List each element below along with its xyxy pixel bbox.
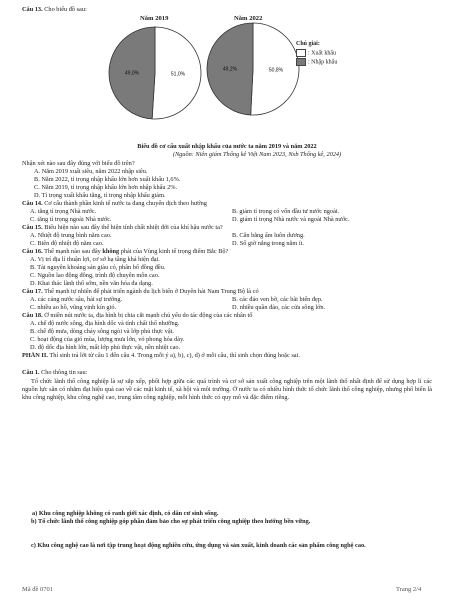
p2-question-1-prompt: Cho thông tin sau: (41, 369, 88, 376)
q16-option-d: D. Khai thác lãnh thổ sớm, nền văn hóa đa dạng. (30, 280, 153, 287)
question-14-label: Câu 14. (22, 200, 43, 207)
q18-option-d: D. độ dốc địa hình lớn, mất lớp phủ thực vật, nền nhiệt cao. (30, 344, 181, 351)
question-18-text: Ở miền núi nước ta, địa hình bị chia cắt mạnh chủ yếu do tác động của các nhân tố (44, 312, 253, 319)
question-16-text-pre: Thế mạnh nào sau đây (44, 248, 103, 255)
footer-exam-code: Mã đề 0701 (22, 586, 54, 593)
part-2-label: PHẦN II. (22, 352, 48, 359)
chart-legend (296, 40, 337, 68)
legend-import-swatch (296, 58, 306, 66)
question-18-label: Câu 18. (22, 312, 43, 319)
question-17-label: Câu 17. (22, 288, 43, 295)
question-15-text: Biểu hiện nào sau đây thể hiện tính chất nhiệt đới của khí hậu nước ta? (44, 224, 223, 231)
pie-chart-2019 (109, 27, 201, 119)
q13-option-b: B. Năm 2022, tỉ trọng nhập khẩu lớn hơn xuất khẩu 1,6%. (34, 176, 181, 183)
question-15-label: Câu 15. (22, 224, 43, 231)
q16-option-a: A. Vị trí địa lí thuận lợi, cơ sở hạ tầng khá hiện đại. (30, 256, 160, 263)
question-13-prompt: Cho biểu đồ sau: (44, 6, 87, 13)
question-16-label: Câu 16. (22, 248, 43, 255)
p2-question-1-passage: Tổ chức lãnh thổ công nghiệp là sự sắp xếp, phối hợp giữa các quá trình và cơ sở sản xuất công nghiệp trên một lãnh thổ nhất định để sử dụng hợp lí các nguồn lực sẵn có nhằm đạt hiệu quả cao về các mặt kinh tế, xã hội và môi trường. Ở nước ta có nhiều hình thức tổ chức lãnh thổ công nghiệp, nhưng phổ biến là khu công nghiệp, khu công nghệ cao, trung tâm công nghiệp, mỗi hình thức có quy mô và đặc điểm riêng. (22, 378, 432, 401)
p2q1-statement-b: b) Tổ chức lãnh thổ công nghiệp góp phần đảm bảo cho sự phát triển công nghiệp theo hướng bền vững. (31, 518, 311, 525)
question-17-text: Thế mạnh tự nhiên để phát triển ngành du lịch biển ở Duyên hải Nam Trung Bộ là có (44, 288, 259, 295)
pie-2019-title: Năm 2019 (140, 15, 169, 22)
legend-export-swatch (296, 49, 306, 57)
question-16-text-post: phải của Vùng kinh tế trọng điểm Bắc Bộ? (119, 248, 229, 255)
q14-option-a: A. tăng tỉ trọng Nhà nước. (30, 208, 97, 215)
q18-option-b: B. chế độ mưa, dòng chảy sông ngòi và lớp phủ thực vật. (30, 328, 174, 335)
q14-option-c: C. tăng tỉ trọng ngoài Nhà nước. (30, 216, 112, 223)
q15-option-b: B. Cân bằng ẩm luôn dương. (232, 232, 305, 239)
legend-title: Chú giải: (296, 41, 320, 47)
footer-page-number: Trang 2/4 (396, 586, 422, 593)
q15-option-a: A. Nhiệt độ trung bình năm cao. (30, 232, 112, 239)
q15-option-d: D. Số giờ nắng trong năm ít. (232, 240, 304, 247)
part-2-text: Thí sinh trả lời từ câu 1 đến câu 4. Trong mỗi ý a), b), c), d) ở mỗi câu, thí sinh chọn đúng hoặc sai. (49, 352, 300, 359)
pie-charts (0, 18, 450, 138)
question-13-stem: Nhận xét nào sau đây đúng với biểu đồ trên? (22, 160, 135, 167)
p2q1-statement-a: a) Khu công nghiệp không có ranh giới xác định, có dân cư sinh sống. (32, 510, 219, 517)
legend-export-label: : Xuất khẩu (308, 50, 336, 57)
chart-source: (Nguồn: Niên giám Thống kê Việt Nam 2023, Nxb Thống kê, 2024) (172, 151, 342, 158)
question-14-text: Cơ cấu thành phần kinh tế nước ta đang chuyển dịch theo hướng (44, 200, 207, 207)
p2-question-1-label: Câu 1. (22, 369, 40, 376)
q18-option-c: C. hoạt động của gió mùa, lượng mưa lớn, vỏ phong hóa dày. (30, 336, 185, 343)
legend-import-label: : Nhập khẩu (308, 59, 338, 66)
legend-import-row (296, 58, 337, 67)
pie-chart-2022 (207, 23, 299, 115)
q16-option-b: B. Tài nguyên khoáng sản giàu có, phân bố đồng đều. (30, 264, 166, 271)
legend-export-row (296, 49, 337, 58)
p2q1-statement-c: c) Khu công nghệ cao là nơi tập trung hoạt động nghiên cứu, ứng dụng và sản xuất, kinh doanh các sản phẩm công nghệ cao. (31, 542, 366, 549)
q15-option-c: C. Biên độ nhiệt độ năm cao. (30, 240, 104, 247)
q13-option-a: A. Năm 2019 xuất siêu, năm 2022 nhập siêu. (34, 168, 148, 175)
q14-option-b: B. giảm tỉ trọng có vốn đầu tư nước ngoài. (232, 208, 340, 215)
q14-option-d: D. giảm tỉ trọng Nhà nước và ngoài Nhà nước. (232, 216, 350, 223)
q17-option-b: B. các đảo ven bờ, các bãi biển đẹp. (232, 296, 323, 303)
question-16-stem (22, 248, 432, 256)
part-2-intro (22, 352, 432, 368)
question-14-stem (22, 200, 432, 208)
pie-2019-label-export: 51,0% (170, 71, 186, 78)
pie-2019-label-import: 49,0% (124, 70, 140, 77)
q16-option-c: C. Nguồn lao động đông, trình độ chuyên môn cao. (30, 272, 160, 279)
question-13-header (22, 6, 432, 14)
chart-caption: Biểu đồ cơ cấu xuất nhập khẩu của nước ta năm 2019 và năm 2022 (137, 143, 317, 150)
q17-option-d: D. nhiều quần đảo, các cửa sông lớn. (232, 304, 326, 311)
part-2-question-1-header (22, 369, 432, 377)
question-15-stem (22, 224, 432, 232)
pie-2022-title: Năm 2022 (234, 15, 263, 22)
pie-2022-label-export: 50,8% (268, 67, 284, 74)
question-18-stem (22, 312, 432, 320)
q13-option-c: C. Năm 2019, tỉ trọng nhập khẩu lớn hơn nhập khẩu 2%. (34, 184, 178, 191)
pie-2022-label-import: 49,2% (222, 66, 238, 73)
q18-option-a: A. chế độ nước sông, địa hình dốc và tính chất thổ nhưỡng. (30, 320, 180, 327)
question-16-text-emphasis: không (102, 248, 120, 255)
q17-option-a: A. các cảng nước sâu, hải sự trường. (30, 296, 123, 303)
question-13-label: Câu 13. (22, 6, 43, 13)
q17-option-c: C. nhiều ao hồ, vũng vịnh kín gió. (30, 304, 117, 311)
q13-option-d: D. Tỉ trọng xuất khẩu tăng, tỉ trọng nhập khẩu giảm. (34, 192, 166, 199)
question-17-stem (22, 288, 432, 296)
